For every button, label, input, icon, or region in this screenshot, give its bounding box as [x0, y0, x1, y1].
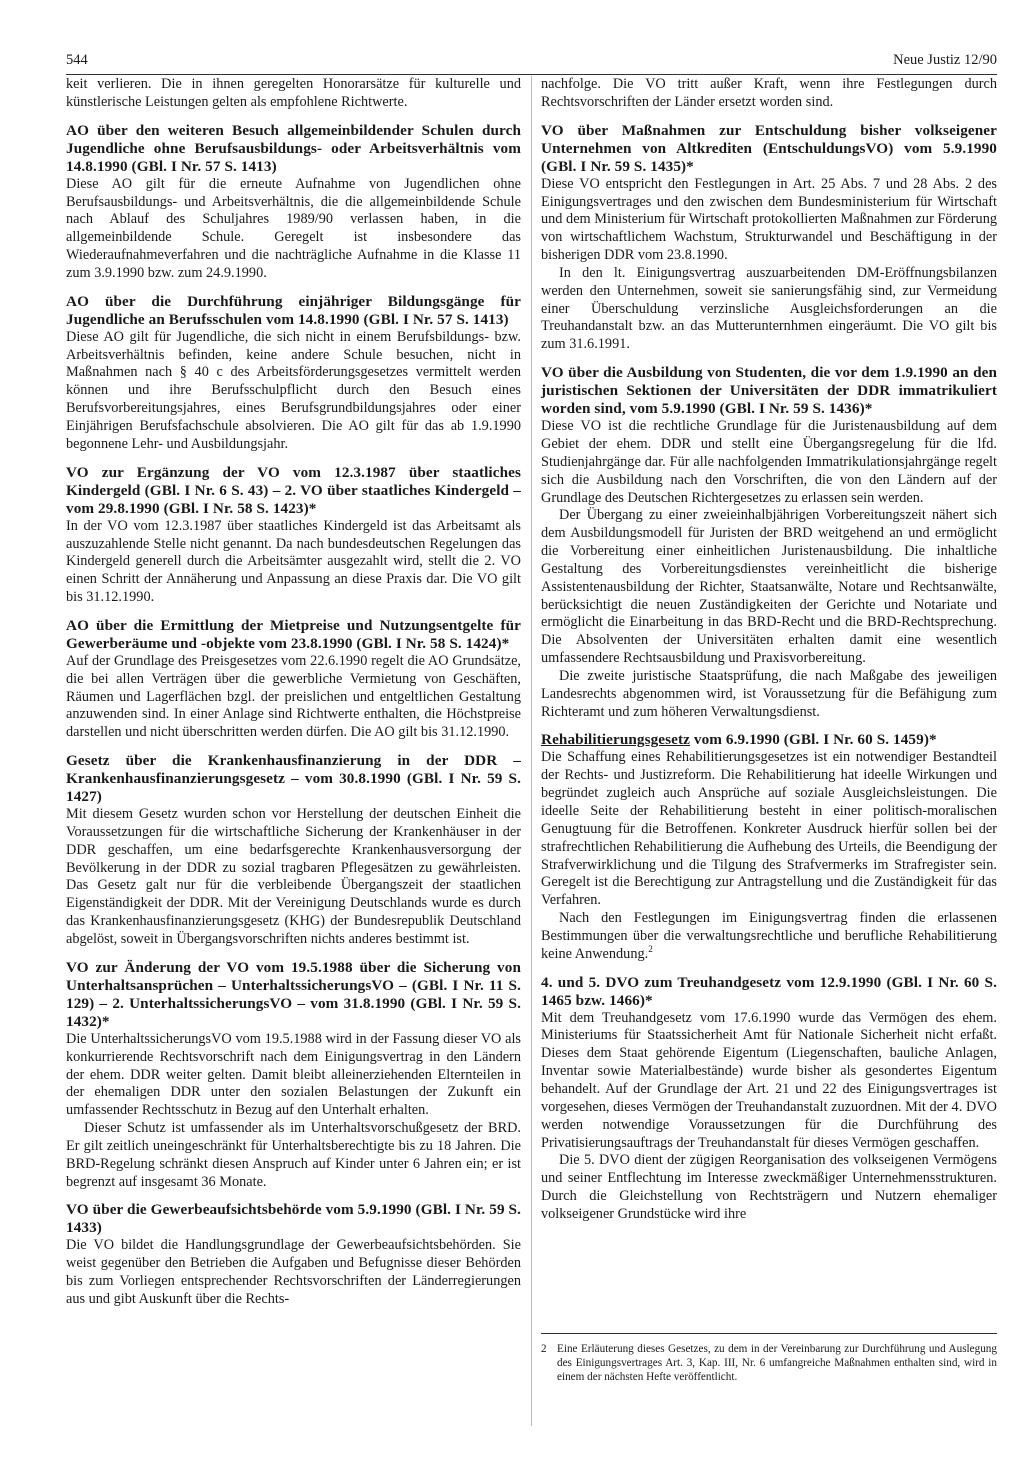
article-title: 4. und 5. DVO zum Treuhandgesetz vom 12.9.1990 (GBl. I Nr. 60 S. 1465 bzw. 1466)* — [541, 973, 997, 1009]
article-paragraph: Mit diesem Gesetz wurden schon vor Herstellung der deutschen Einheit die Voraussetzungen für die wirtschaftliche Sicherung der Krankenhäuser in der DDR geschaffen, um eine bedarfsgerechte Krankenhausversorgung der Bevölkerung in der DDR zu sozial tragbaren Pflegesätzen zu gewährleisten. Das Gesetz galt nur für die verbleibende Übergangszeit der staatlichen Eigenständigkeit der DDR. Mit der Vereinigung Deutschlands wurde es durch das Krankenhausfinanzierungsgesetz (KHG) der Bundesrepublik Deutschland abgelöst, soweit in Übergangsvorschriften nichts anderes bestimmt ist. — [66, 806, 521, 947]
article-title-underlined: Rehabilitierungsgesetz — [541, 731, 690, 749]
article-title — [541, 731, 997, 749]
continuation-text: keit verlieren. Die in ihnen geregelten Honorarsätze für kulturelle und künstlerische Leistungen gelten als empfohlene Richtwerte. — [66, 76, 521, 110]
article-paragraph-text: Nach den Festlegungen im Einigungsvertrag finden die erlassenen Bestimmungen über die verwaltungsrechtliche und berufliche Rehabilitierung keine Anwendung. — [541, 910, 997, 962]
article — [66, 293, 521, 454]
article — [66, 1201, 521, 1308]
footnote-text: Eine Erläuterung dieses Gesetzes, zu dem in der Vereinbarung zur Durchführung und Auslegung des Einigungsvertrages Art. 3, Kap. III, Nr. 6 umfangreiche Maßnahmen enthalten sind, wird in einem der nächsten Hefte veröffentlicht. — [557, 1343, 997, 1383]
article-paragraph — [541, 910, 997, 964]
footnote-reference: 2 — [648, 943, 653, 954]
article-title: AO über den weiteren Besuch allgemeinbildender Schulen durch Jugendliche ohne Berufsausbildungs- oder Arbeitsverhältnis vom 14.8.1990 (GBl. I Nr. 57 S. 1413) — [66, 121, 521, 175]
left-column — [66, 76, 521, 1309]
article — [541, 974, 997, 1224]
article — [66, 122, 521, 283]
article-paragraph: Diese AO gilt für die erneute Aufnahme von Jugendlichen ohne Berufsausbildungs- und Arbeitsverhältnis, die die allgemeinbildende Schule nach Ablauf des Schuljahres 1989/90 verlassen haben, in die allgemeinbildende Schule. Geregelt ist insbesondere das Wiederaufnahmeverfahren und die nachträgliche Aufnahme in die Klasse 11 zum 3.9.1990 bzw. zum 24.9.1990. — [66, 175, 521, 281]
article-paragraph: Mit dem Treuhandgesetz vom 17.6.1990 wurde das Vermögen des ehem. Ministeriums für Staatssicherheit Amt für Nationale Sicherheit nicht erfaßt. Dieses dem Staat gehörende Eigentum (Liegenschaften, bauliche Anlagen, Inventar sowie Materialbestände) wurde bisher als gesondertes Eigentum behandelt. Auf der Grundlage der Art. 21 und 22 des Einigungsvertrages ist vorgesehen, dieses Vermögen der Treuhandanstalt zuzuordnen. Mit der 4. DVO werden notwendige Voraussetzungen für die Durchführung des Privatisierungsauftrags der Treuhandanstalt für dieses Vermögen geschaffen. — [541, 1009, 997, 1151]
article-title: VO über die Gewerbeaufsichtsbehörde vom 5.9.1990 (GBl. I Nr. 59 S. 1433) — [66, 1201, 521, 1237]
article-paragraph: Diese VO entspricht den Festlegungen in Art. 25 Abs. 7 und 28 Abs. 2 des Einigungsvertrages und den zwischen dem Bundesministerium für Wirtschaft und dem Ministerium für Wirtschaft protokollierten Maßnahmen zur Förderung von wirtschaftlichem Wachstum, Strukturwandel und Beschäftigung in der bisherigen DDR vom 23.8.1990. — [541, 175, 997, 264]
article-paragraph: Die Schaffung eines Rehabilitierungsgesetzes ist ein notwendiger Bestandteil der Rechts- und Justizreform. Die Rehabilitierung hat ideelle Wirkungen und begründet zugleich auch Ansprüche auf soziale Ausgleichsleistungen. Die ideelle Seite der Rehabilitierung besteht in einer politisch-moralischen Genugtuung für die Betroffenen. Konkreter Ausdruck hierfür sollen bei der strafrechtlichen Rehabilitierung die Aufhebung des Urteils, die Beendigung der Strafverwirklichung und die Tilgung des Strafvermerks im Strafregister sein. Geregelt ist die Berechtigung zur Antragstellung und die Zuständigkeit für das Verfahren. — [541, 749, 997, 909]
article — [541, 731, 997, 963]
footnotes — [541, 1333, 997, 1384]
article-paragraph: Die zweite juristische Staatsprüfung, die nach Maßgabe des jeweiligen Landesrechts abgenommen wird, ist Voraussetzung für die Befähigung zum Richteramt und zum höheren Verwaltungsdienst. — [541, 667, 997, 720]
article-paragraph: Dieser Schutz ist umfassender als im Unterhaltsvorschußgesetz der BRD. Er gilt zeitlich uneingeschränkt für Unterhaltsberechtigte bis zu 18 Jahren. Die BRD-Regelung schränkt diesen Anspruch auf Kinder unter 6 Jahren ein; er ist begrenzt auf insgesamt 36 Monate. — [66, 1120, 521, 1190]
footnote-marker: 2 — [541, 1343, 547, 1355]
article — [66, 617, 521, 742]
article-paragraph: Die UnterhaltssicherungsVO vom 19.5.1988 wird in der Fassung dieser VO als konkurrierende Rechtsvorschrift nach dem Einigungsvertrag in den Ländern der ehem. DDR weiter gelten. Damit bleibt alleinerziehenden Elternteilen in der ehemaligen DDR unter den sozialen Belastungen der Zukunft ein umfassender Rechtsschutz in Bezug auf den Unterhalt erhalten. — [66, 1030, 521, 1119]
article-title: AO über die Durchführung einjähriger Bildungsgänge für Jugendliche an Berufsschulen vom 14.8.1990 (GBl. I Nr. 57 S. 1413) — [66, 292, 521, 328]
article-title: AO über die Ermittlung der Mietpreise und Nutzungsentgelte für Gewerberäume und -objekte vom 23.8.1990 (GBl. I Nr. 58 S. 1424)* — [66, 616, 521, 652]
article — [541, 364, 997, 721]
article-paragraph: Der Übergang zu einer zweieinhalbjährigen Vorbereitungszeit nähert sich dem Ausbildungsmodell für Juristen der BRD weitgehend an und ermöglicht die Vorbereitung einer einheitlichen Juristenausbildung. Die inhaltliche Gestaltung des Vorbereitungsdienstes vereinheitlicht die bisherige Assistentenausbildung der Richter, Staatsanwälte, Notare und Rechtsanwälte, berücksichtigt die neuen Zuständigkeiten der Gerichte und Notariate und ermöglicht die Einarbeitung in das BRD-Recht und die BRD-Rechtsprechung. Die Absolventen der Universitäten erhalten damit eine wesentlich umfassendere Rechtsausbildung und Praxisvorbereitung. — [541, 507, 997, 667]
right-column — [541, 76, 997, 1224]
article-title: Gesetz über die Krankenhausfinanzierung in der DDR – Krankenhausfinanzierungsgesetz – vom 30.8.1990 (GBl. I Nr. 59 S. 1427) — [66, 752, 521, 806]
column-divider — [531, 76, 532, 1426]
page-number: 544 — [66, 52, 88, 68]
page-header — [66, 48, 997, 75]
article-paragraph: Auf der Grundlage des Preisgesetzes vom 22.6.1990 regelt die AO Grundsätze, die bei allen Verträgen über die gewerbliche Vermietung von Geschäften, Räumen und Lagerflächen bzgl. der preislichen und entgeltlichen Gestaltung anzuwenden sind. In einer Anlage sind Richtwerte enthalten, die Höchstpreise darstellen und nicht überschritten werden dürfen. Die AO gilt bis 31.12.1990. — [66, 652, 521, 741]
article — [541, 122, 997, 354]
article-paragraph: Diese VO ist die rechtliche Grundlage für die Juristenausbildung auf dem Gebiet der ehem. DDR und stellt eine Übergangsregelung für die lfd. Studienjahrgänge dar. Für alle nachfolgenden Immatrikulationsjahrgänge regelt sich die Ausbildung nach den Vorschriften, die von den Ländern auf der Grundlage des Deutschen Richtergesetzes zu erlassen sein werden. — [541, 418, 997, 506]
article-paragraph: Diese AO gilt für Jugendliche, die sich nicht in einem Berufsbildungs- bzw. Arbeitsverhältnis befinden, keine andere Schule besuchen, nicht in Maßnahmen nach § 40 c des Arbeitsförderungsgesetzes vermittelt werden können und ihre Berufsschulpflicht durch den Besuch eines Berufsvorbereitungsjahres, eines Berufsgrundbildungsjahres oder einer Einjährigen Berufsfachschule absolvieren. Die AO gilt für das ab 1.9.1990 begonnene Lehr- und Ausbildungsjahr. — [66, 328, 521, 452]
article-paragraph: In den lt. Einigungsvertrag auszuarbeitenden DM-Eröffnungsbilanzen werden den Unternehmen, soweit sie sanierungsfähig sind, zur Vermeidung einer Überschuldung verzinsliche Ausgleichsforderungen an die Treuhandanstalt bzw. an das Mutterunternhmen eingeräumt. Die VO gilt bis zum 31.6.1991. — [541, 264, 997, 353]
journal-issue: Neue Justiz 12/90 — [893, 52, 997, 68]
continuation-text: nachfolge. Die VO tritt außer Kraft, wenn ihre Festlegungen durch Rechtsvorschriften der Länder ersetzt worden sind. — [541, 76, 997, 110]
article — [66, 959, 521, 1192]
article-paragraph: Die VO bildet die Handlungsgrundlage der Gewerbeaufsichtsbehörden. Sie weist gegenüber den Betrieben die Aufgaben und Befugnisse dieser Behörden bis zum Vorliegen entsprechender Rechtsvorschriften der Länderregierungen aus und gibt Auskunft über die Rechts- — [66, 1237, 521, 1307]
article-title: VO über die Ausbildung von Studenten, die vor dem 1.9.1990 an den juristischen Sektionen der Universitäten der DDR immatrikuliert worden sind, vom 5.9.1990 (GBl. I Nr. 59 S. 1436)* — [541, 364, 997, 418]
article-title: VO zur Ergänzung der VO vom 12.3.1987 über staatliches Kindergeld (GBl. I Nr. 6 S. 43) – 2. VO über staatliches Kindergeld – vom 29.8.1990 (GBl. I Nr. 58 S. 1423)* — [66, 463, 521, 517]
article-paragraph: Die 5. DVO dient der zügigen Reorganisation des volkseigenen Vermögens und seiner Entflechtung im Interesse zweckmäßiger Unternehmensstrukturen. Durch die Gleichstellung von Rechtsträgern und Nutzern ehemaliger volkseigener Grundstücke wird ihre — [541, 1152, 997, 1222]
article — [66, 752, 521, 949]
article-title: VO über Maßnahmen zur Entschuldung bisher volkseigener Unternehmen von Altkrediten (EntschuldungsVO) vom 5.9.1990 (GBl. I Nr. 59 S. 1435)* — [541, 121, 997, 175]
article — [66, 464, 521, 607]
article-title-rest: vom 6.9.1990 (GBl. I Nr. 60 S. 1459)* — [690, 731, 937, 749]
article-title: VO zur Änderung der VO vom 19.5.1988 über die Sicherung von Unterhaltsansprüchen – UnterhaltssicherungsVO – (GBl. I Nr. 11 S. 129) – 2. UnterhaltssicherungsVO – vom 31.8.1990 (GBl. I Nr. 59 S. 1432)* — [66, 958, 521, 1030]
article-paragraph: In der VO vom 12.3.1987 über staatliches Kindergeld ist das Arbeitsamt als auszuzahlende Stelle nicht genannt. Da nach bundesdeutschen Regelungen das Kindergeld generell durch die Arbeitsämter ausgezahlt wird, stellt die 2. VO einen Schritt der Annäherung und Anpassung an diese Praxis dar. Die VO gilt bis 31.12.1990. — [66, 517, 521, 606]
footnote — [541, 1342, 997, 1384]
